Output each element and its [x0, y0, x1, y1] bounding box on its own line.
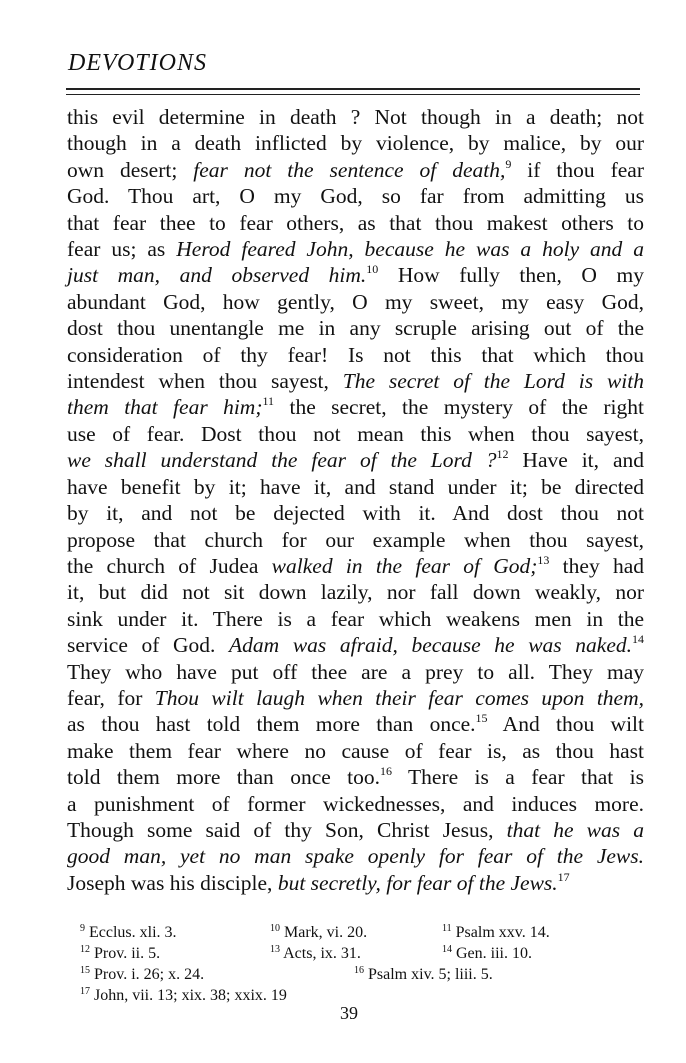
- text-line: [67, 421, 644, 447]
- text-run: they had: [549, 553, 645, 578]
- text-line: [67, 791, 644, 817]
- footnote-reference: 9: [505, 156, 512, 171]
- text-run: fear, for: [67, 685, 155, 710]
- footnote-13: $^{13}$ Acts, ix. 31.: [270, 944, 361, 962]
- text-line: [67, 870, 644, 896]
- text-run: told them more than once too.: [67, 765, 381, 790]
- text-run: if thou fear: [511, 157, 644, 182]
- text-run: Have it, and: [508, 448, 644, 473]
- footnotes: [80, 922, 640, 1006]
- text-line: [67, 210, 644, 236]
- text-line: [67, 183, 644, 209]
- text-line: [67, 394, 644, 420]
- footnote-row: [80, 985, 640, 1006]
- footnote-reference: 16: [380, 764, 393, 779]
- text-run: this evil determine in death ? Not though in a death; not: [67, 105, 644, 129]
- footnote-reference: 15: [475, 711, 488, 726]
- italic-quotation: The secret of the Lord is with: [342, 369, 644, 394]
- italic-quotation: just man, and observed him.: [67, 263, 367, 288]
- text-line: [67, 817, 644, 843]
- footnote-reference: 13: [537, 552, 550, 567]
- text-run: have benefit by it; have it, and stand under it; be directed: [67, 474, 644, 499]
- footnote-row: [80, 943, 640, 964]
- text-line: [67, 236, 644, 262]
- text-line: [67, 315, 644, 341]
- text-run: as thou hast told them more than once.: [67, 712, 476, 737]
- text-run: a punishment of former wickednesses, and induces more.: [67, 791, 644, 816]
- page-number: 39: [340, 1003, 358, 1023]
- text-run: They who have put off thee are a prey to all. They may: [67, 659, 644, 684]
- body-text: [67, 104, 644, 896]
- text-run: Though some said of thy Son, Christ Jesus,: [67, 817, 507, 842]
- text-run: it, but did not sit down lazily, nor fall down weakly, nor: [67, 580, 644, 605]
- text-line: [67, 447, 644, 473]
- text-run: And thou wilt: [487, 712, 644, 737]
- footnote-row: [80, 922, 640, 943]
- footnote-reference: 17: [557, 869, 570, 884]
- italic-quotation: them that fear him;: [67, 395, 263, 420]
- italic-quotation: Thou wilt laugh when their fear comes upon them,: [154, 685, 644, 710]
- footnote-11: $^{11}$ Psalm xxv. 14.: [442, 923, 550, 941]
- text-line: [67, 130, 644, 156]
- text-line: [67, 289, 644, 315]
- text-line: [67, 738, 644, 764]
- footnote-16: $^{16}$ Psalm xiv. 5; liii. 5.: [354, 965, 493, 983]
- footnote-10: $^{10}$ Mark, vi. 20.: [270, 923, 368, 941]
- text-run: God. Thou art, O my God, so far from admitting us: [67, 184, 644, 209]
- footnote-15: $^{15}$ Prov. i. 26; x. 24.: [80, 965, 205, 983]
- text-run: dost thou unentangle me in any scruple arising out of the: [67, 316, 644, 341]
- header-rule-thick: [66, 88, 640, 90]
- text-run: though in a death inflicted by violence, by malice, by our: [67, 131, 644, 156]
- text-line: [67, 157, 644, 183]
- italic-quotation: good man, yet no man spake openly for fear of the Jews.: [67, 844, 644, 869]
- footnote-17: $^{17}$ John, vii. 13; xix. 38; xxix. 19: [80, 986, 287, 1004]
- text-run: Joseph was his disciple,: [67, 870, 278, 895]
- text-line: [67, 606, 644, 632]
- text-run: the church of Judea: [67, 553, 272, 578]
- footnote-9: $^9$ Ecclus. xli. 3.: [80, 923, 177, 941]
- text-line: [67, 500, 644, 526]
- text-line: [67, 262, 644, 288]
- text-run: service of God.: [67, 633, 230, 658]
- italic-quotation: Herod feared John, because he was a holy and a: [176, 237, 645, 262]
- text-run: abundant God, how gently, O my sweet, my easy God,: [67, 289, 644, 314]
- italic-quotation: walked in the fear of God;: [271, 553, 538, 578]
- running-head: DEVOTIONS: [68, 50, 207, 76]
- italic-quotation: we shall understand the fear of the Lord ?: [67, 448, 497, 473]
- text-line: [67, 527, 644, 553]
- text-run: intendest when thou sayest,: [67, 369, 343, 394]
- text-line: [67, 659, 644, 685]
- text-line: [67, 711, 644, 737]
- text-run: own desert;: [67, 157, 194, 182]
- footnote-row: [80, 964, 640, 985]
- text-run: that fear thee to fear others, as that thou makest others to: [67, 210, 644, 235]
- text-line: [67, 553, 644, 579]
- italic-quotation: fear not the sentence of death,: [193, 157, 506, 182]
- text-line: [67, 104, 644, 130]
- italic-quotation: but secretly, for fear of the Jews.: [277, 870, 558, 895]
- text-line: [67, 632, 644, 658]
- footnote-reference: 10: [366, 262, 379, 277]
- footnote-reference: 12: [496, 447, 509, 462]
- text-run: propose that church for our example when thou sayest,: [67, 527, 644, 552]
- text-run: the secret, the mystery of the right: [274, 395, 644, 420]
- text-run: sink under it. There is a fear which weakens men in the: [67, 606, 644, 631]
- text-line: [67, 764, 644, 790]
- text-line: [67, 843, 644, 869]
- footnote-12: $^{12}$ Prov. ii. 5.: [80, 944, 161, 962]
- text-line: [67, 342, 644, 368]
- text-run: fear us; as: [67, 237, 177, 262]
- italic-quotation: that he was a: [506, 817, 644, 842]
- text-line: [67, 474, 644, 500]
- italic-quotation: Adam was afraid, because he was naked.: [229, 633, 632, 658]
- footnote-reference: 11: [262, 394, 275, 409]
- footnote-14: $^{14}$ Gen. iii. 10.: [442, 944, 532, 962]
- text-line: [67, 368, 644, 394]
- footnote-reference: 14: [632, 632, 644, 647]
- text-run: make them fear where no cause of fear is, as thou hast: [67, 738, 644, 763]
- text-run: How fully then, O my: [378, 263, 644, 288]
- header-rule-thin: [66, 94, 640, 95]
- text-run: use of fear. Dost thou not mean this when thou sayest,: [67, 421, 644, 446]
- text-run: consideration of thy fear! Is not this that which thou: [67, 342, 644, 367]
- text-run: by it, and not be dejected with it. And dost thou not: [67, 501, 644, 526]
- text-line: [67, 685, 644, 711]
- text-line: [67, 579, 644, 605]
- text-run: There is a fear that is: [392, 765, 644, 790]
